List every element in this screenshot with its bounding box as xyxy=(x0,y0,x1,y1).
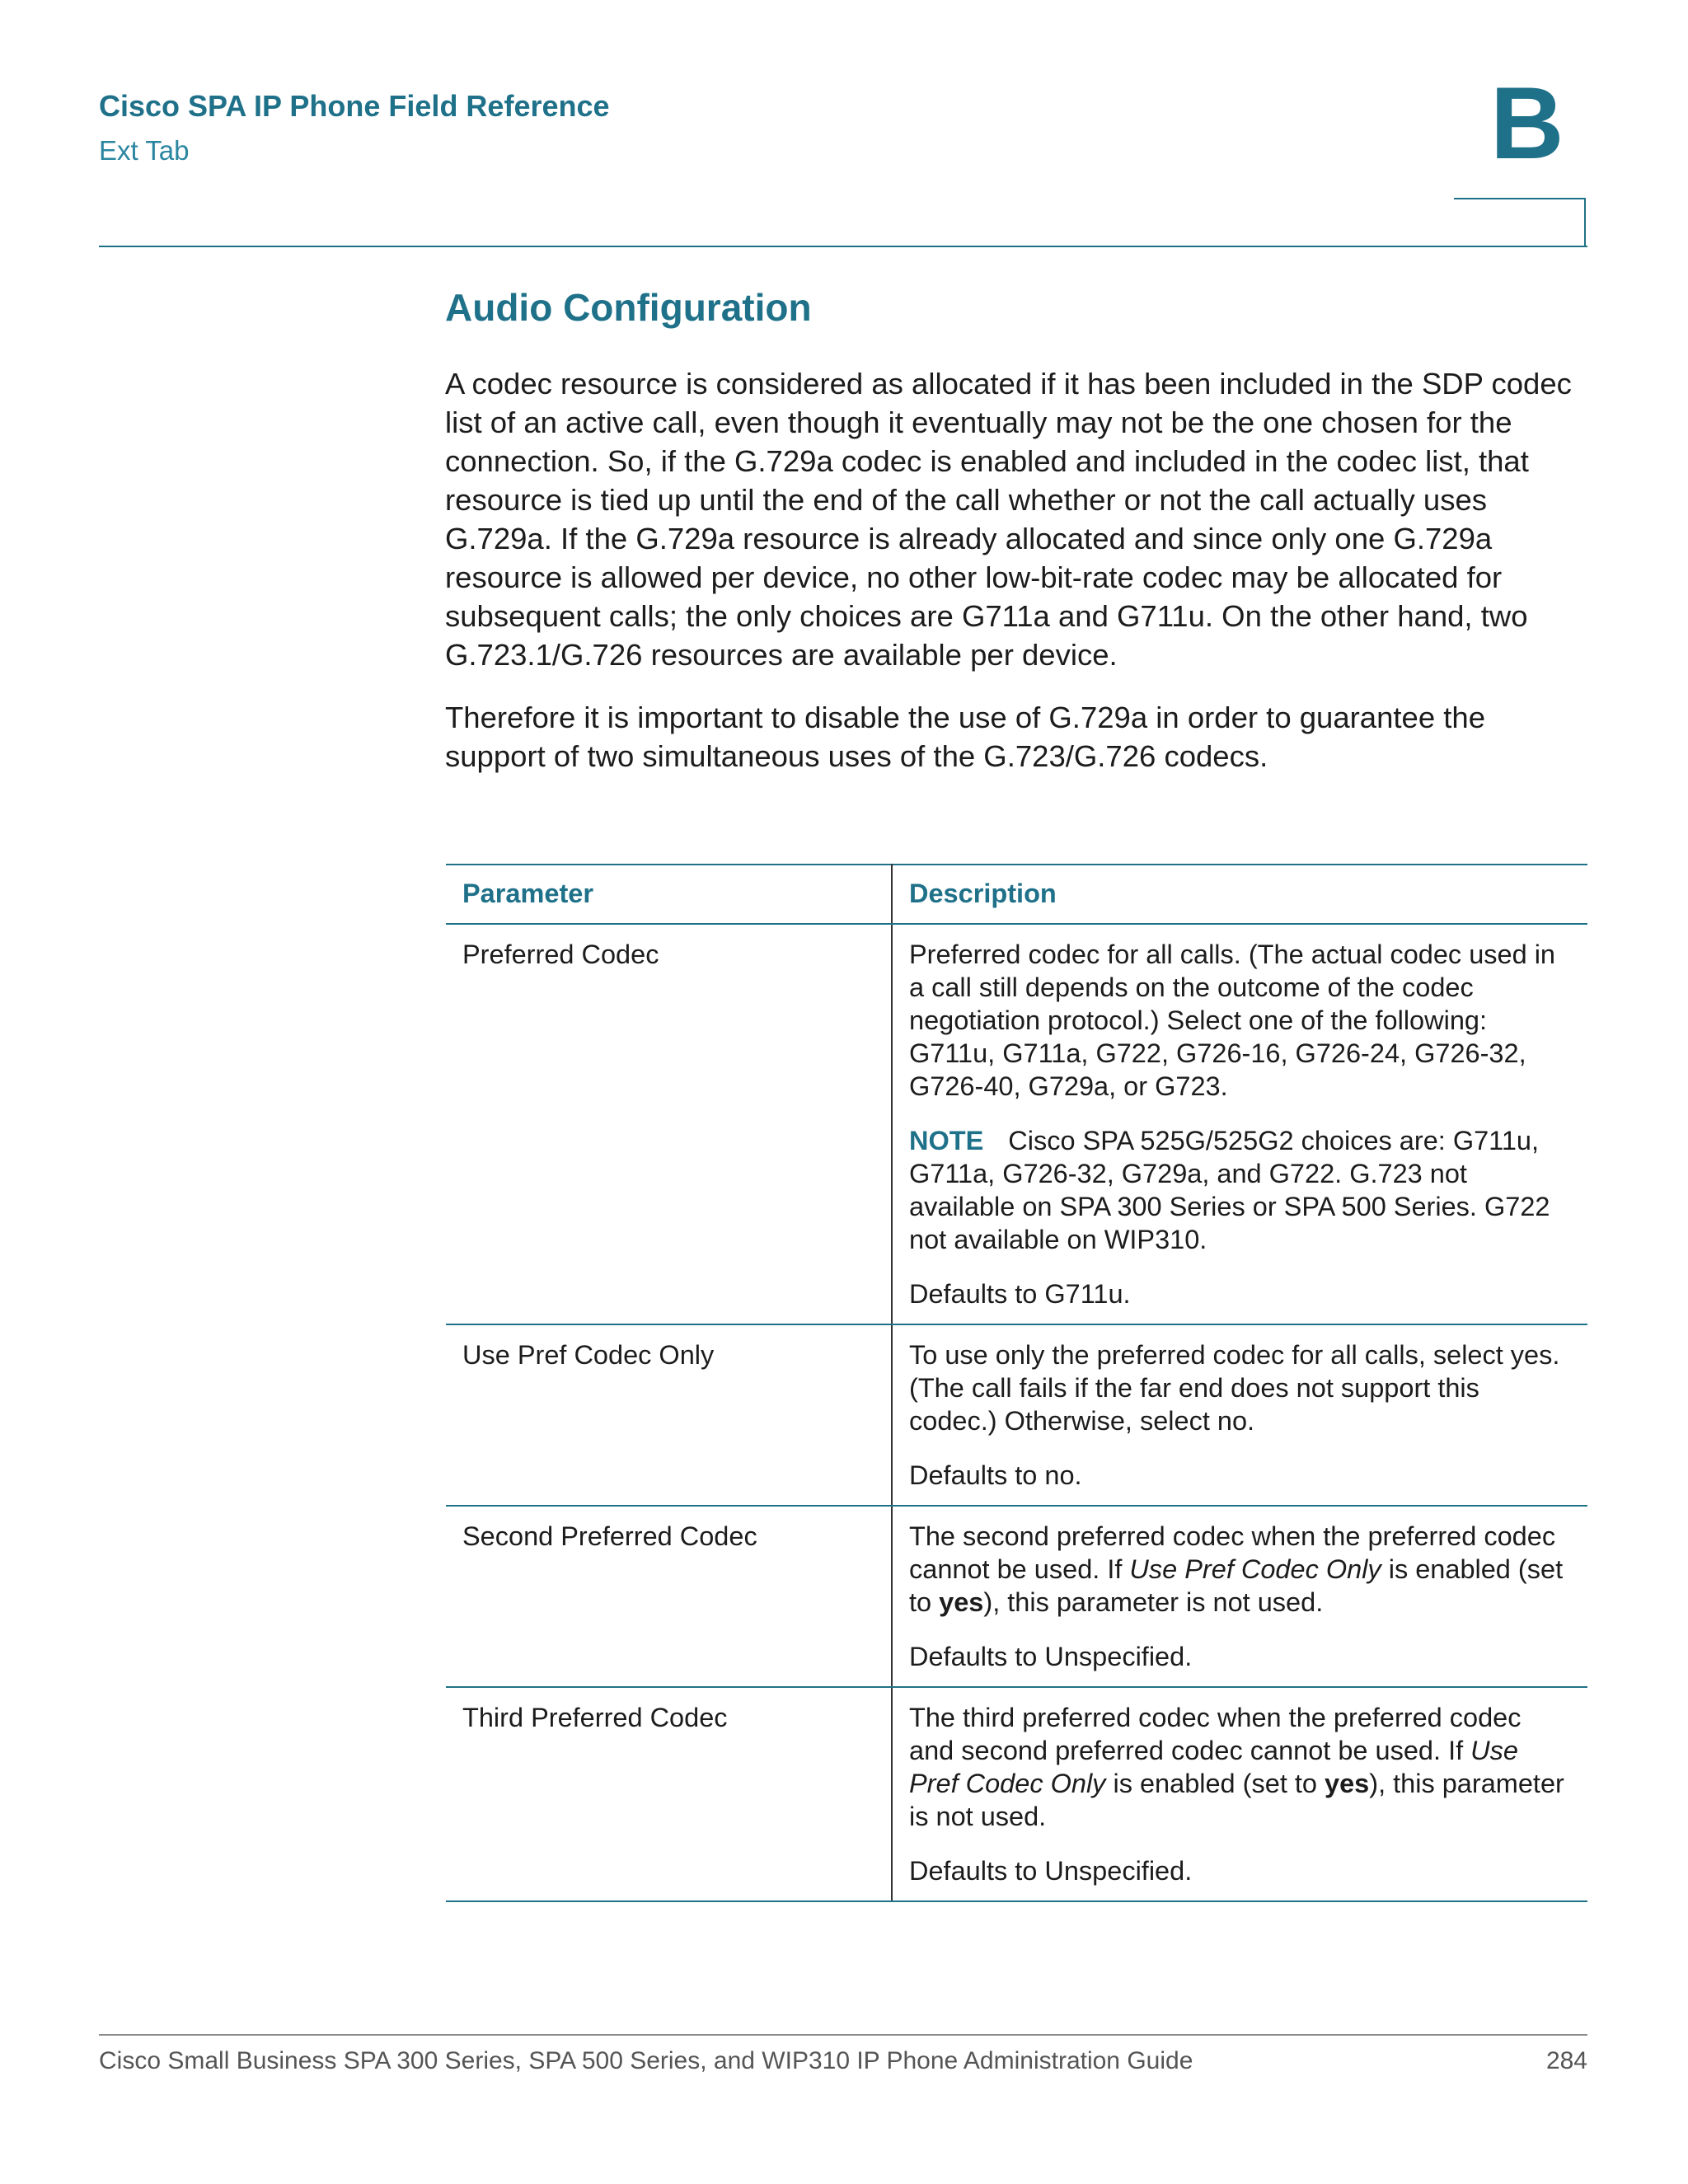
table-row xyxy=(446,924,1587,1324)
page-number: 284 xyxy=(1545,2047,1587,2074)
desc-part: is enabled (set to xyxy=(909,1554,1564,1617)
desc-strong: yes xyxy=(939,1587,984,1617)
parameter-name: Third Preferred Codec xyxy=(446,1687,892,1901)
chapter-subtitle: Ext Tab xyxy=(99,135,190,166)
description-text xyxy=(909,1520,1571,1619)
description-text: To use only the preferred codec for all calls, select yes. (The call fails if the far end does not support this codec.) Otherwise, select no. xyxy=(909,1340,1560,1436)
parameter-name: Second Preferred Codec xyxy=(446,1506,892,1687)
column-header-parameter: Parameter xyxy=(446,865,892,924)
parameter-name: Use Pref Codec Only xyxy=(446,1324,892,1506)
table-header-row xyxy=(446,865,1587,924)
parameter-description xyxy=(892,1687,1587,1901)
desc-emphasis: Use Pref Codec Only xyxy=(909,1736,1518,1798)
parameter-description xyxy=(892,924,1587,1324)
note-text: Cisco SPA 525G/525G2 choices are: G711u, G711a, G726-32, G729a, and G722. G.723 not available on SPA 300 Series or SPA 500 Series. G722 not available on WIP310. xyxy=(909,1126,1550,1254)
parameter-table xyxy=(446,864,1587,1902)
table-row xyxy=(446,1324,1587,1506)
desc-part: The third preferred codec when the preferred codec and second preferred codec cannot be used. If xyxy=(909,1703,1522,1765)
chapter-title: Cisco SPA IP Phone Field Reference xyxy=(99,89,610,123)
parameter-name: Preferred Codec xyxy=(446,924,892,1324)
header-divider xyxy=(99,246,1587,247)
desc-part: ), this parameter is not used. xyxy=(909,1769,1564,1831)
desc-part: is enabled (set to xyxy=(1105,1769,1325,1798)
description-text xyxy=(909,1701,1571,1833)
body-paragraph: A codec resource is considered as allocated if it has been included in the SDP codec list of an active call, even though it eventually may not be the one chosen for the connection. So, if the G.729a codec is enabled and included in the codec list, that resource is tied up until the end of the call whether or not the call actually uses G.729a. If the G.729a resource is already allocated and since only one G.729a resource is allowed per device, no other low-bit-rate codec may be allocated for subsequent calls; the only choices are G711a and G711u. On the other hand, two G.723.1/G.726 resources are available per device. xyxy=(445,367,1572,672)
table-row xyxy=(446,1687,1587,1901)
desc-emphasis: Use Pref Codec Only xyxy=(1129,1554,1381,1584)
desc-part: ), this parameter is not used. xyxy=(983,1587,1324,1617)
default-value: Defaults to Unspecified. xyxy=(909,1856,1193,1886)
appendix-letter-frame xyxy=(1454,198,1586,246)
desc-strong: yes xyxy=(1325,1769,1370,1798)
parameter-description xyxy=(892,1506,1587,1687)
table-row xyxy=(446,1506,1587,1687)
footer-divider xyxy=(99,2034,1587,2036)
default-value: Defaults to no. xyxy=(909,1460,1082,1490)
description-text: Preferred codec for all calls. (The actual codec used in a call still depends on the outcome of the codec negotiation protocol.) Select one of the following: G711u, G711a, G722, G726-16, G726-24, G726-32, G726-40, G729a, or G723. xyxy=(909,940,1555,1101)
default-value: Defaults to G711u. xyxy=(909,1279,1131,1309)
note-label: NOTE xyxy=(909,1126,984,1155)
note xyxy=(909,1124,1571,1256)
appendix-letter: B xyxy=(1490,67,1564,180)
footer-guide-title: Cisco Small Business SPA 300 Series, SPA 500 Series, and WIP310 IP Phone Administration Guide xyxy=(99,2047,1193,2074)
parameter-description xyxy=(892,1324,1587,1506)
default-value: Defaults to Unspecified. xyxy=(909,1642,1193,1671)
desc-part: The second preferred codec when the preferred codec cannot be used. If xyxy=(909,1521,1556,1584)
body-paragraph: Therefore it is important to disable the use of G.729a in order to guarantee the support of two simultaneous uses of the G.723/G.726 codecs. xyxy=(445,701,1486,773)
section-title: Audio Configuration xyxy=(445,286,812,329)
column-header-description: Description xyxy=(892,865,1587,924)
